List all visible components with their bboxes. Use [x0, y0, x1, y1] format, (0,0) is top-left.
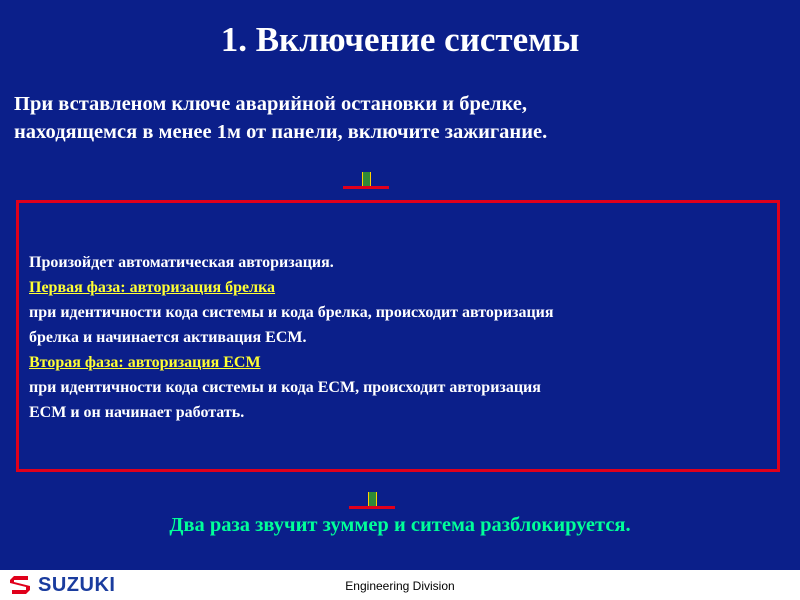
- authorization-box: [16, 200, 780, 472]
- phase2-line-2: ECM и он начинает работать.: [29, 404, 245, 421]
- intro-line-1: При вставленом ключе аварийной остановки и брелке,: [14, 93, 528, 115]
- phase2-line-1: при идентичности кода системы и кода ECM, происходит авторизация: [29, 379, 541, 396]
- intro-text: [14, 90, 794, 146]
- down-arrow-icon: [343, 172, 389, 192]
- division-label: Engineering Division: [345, 579, 455, 593]
- phase1-line-1: при идентичности кода системы и кода брелка, происходит авторизация: [29, 304, 554, 321]
- box-line-auto: Произойдет автоматическая авторизация.: [29, 254, 334, 271]
- phase2-heading: Вторая фаза: авторизация ECM: [29, 354, 261, 371]
- footer: [0, 570, 800, 600]
- down-arrow-icon: [349, 492, 395, 512]
- phase1-line-2: брелка и начинается активация ECM.: [29, 329, 307, 346]
- phase1-heading: Первая фаза: авторизация брелка: [29, 279, 276, 296]
- intro-line-2: находящемся в менее 1м от панели, включите зажигание.: [14, 121, 548, 143]
- slide-title: 1. Включение системы: [220, 20, 580, 59]
- outro-text: Два раза звучит зуммер и ситема разблокируется.: [169, 514, 631, 536]
- brand-name: SUZUKI: [38, 574, 116, 596]
